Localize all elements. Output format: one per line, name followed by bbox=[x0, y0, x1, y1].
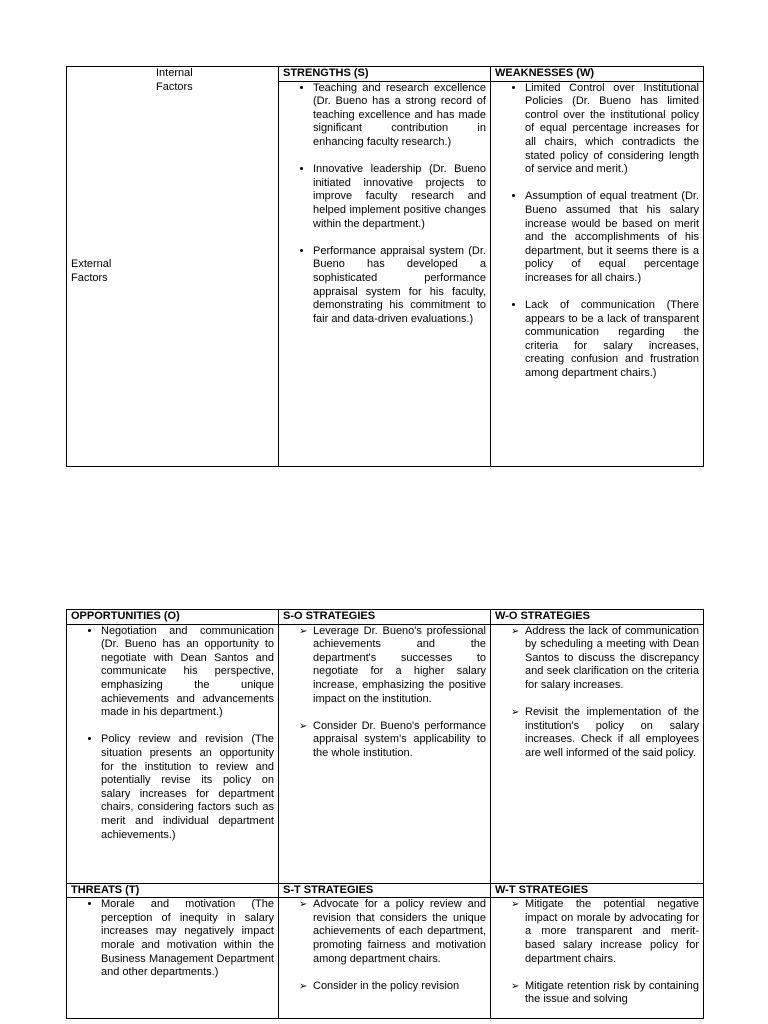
so-strategies-header: S-O STRATEGIES bbox=[279, 610, 491, 625]
threats-cell bbox=[67, 898, 279, 1019]
threats-header: THREATS (T) bbox=[67, 883, 279, 898]
so-strategies-cell bbox=[279, 624, 491, 883]
weaknesses-header: WEAKNESSES (W) bbox=[491, 67, 704, 82]
external-factors-label: External Factors bbox=[71, 258, 112, 284]
list-item: • Negotiation and communication (Dr. Bueno has an opportunity to negotiate with Dean Santos and communicate his perspective, emphasizing the unique achievements and advancements made in his department.) bbox=[101, 625, 274, 720]
weaknesses-list bbox=[495, 82, 699, 381]
list-item: • Assumption of equal treatment (Dr. Bueno assumed that his salary increase would be based on merit and the accomplishments of his department, but it seems there is a policy of equal percentage increases for all chairs.) bbox=[525, 190, 699, 285]
strengths-list bbox=[283, 82, 486, 327]
weaknesses-cell bbox=[491, 81, 704, 466]
strengths-header: STRENGTHS (S) bbox=[279, 67, 491, 82]
wo-strategies-list bbox=[495, 625, 699, 761]
opportunities-cell bbox=[67, 624, 279, 883]
threats-list bbox=[71, 898, 274, 980]
list-item: • Performance appraisal system (Dr. Bueno has developed a sophisticated performance appraisal system for his faculty, demonstrating his commitment to fair and data-driven evaluations.) bbox=[313, 245, 486, 327]
swot-internal-table bbox=[66, 66, 704, 467]
wt-strategies-cell bbox=[491, 898, 704, 1019]
wt-strategies-header: W-T STRATEGIES bbox=[491, 883, 704, 898]
list-item: • Morale and motivation (The perception of inequity in salary increases may negatively impact morale and motivation within the Business Management Department and other departments.) bbox=[101, 898, 274, 980]
list-item: ➢ Leverage Dr. Bueno's professional achievements and the department's successes to negotiate for a higher salary increase, emphasizing the positive impact on the institution. bbox=[313, 625, 486, 707]
wo-strategies-header: W-O STRATEGIES bbox=[491, 610, 704, 625]
st-strategies-list bbox=[283, 898, 486, 993]
wt-strategies-list bbox=[495, 898, 699, 1007]
list-item: ➢ Mitigate retention risk by containing the issue and solving bbox=[525, 980, 699, 1007]
list-item: ➢ Advocate for a policy review and revision that considers the unique achievements of each department, promoting fairness and motivation among department chairs. bbox=[313, 898, 486, 966]
list-item: • Limited Control over Institutional Policies (Dr. Bueno has limited control over the institutional policy of equal percentage increases for all chairs, which contradicts the stated policy of considering length of service and merit.) bbox=[525, 82, 699, 177]
list-item: • Innovative leadership (Dr. Bueno initiated innovative projects to improve faculty research and helped implement positive changes within the department.) bbox=[313, 163, 486, 231]
list-item: ➢ Consider in the policy revision bbox=[313, 980, 486, 994]
wo-strategies-cell bbox=[491, 624, 704, 883]
strengths-cell bbox=[279, 81, 491, 466]
list-item: • Lack of communication (There appears to be a lack of transparent communication regarding the criteria for salary increases, creating confusion and frustration among department chairs.) bbox=[525, 299, 699, 381]
so-strategies-list bbox=[283, 625, 486, 761]
opportunities-list bbox=[71, 625, 274, 843]
st-strategies-header: S-T STRATEGIES bbox=[279, 883, 491, 898]
list-item: ➢ Address the lack of communication by scheduling a meeting with Dean Santos to discuss the discrepancy and seek clarification on the criteria for salary increases. bbox=[525, 625, 699, 693]
st-strategies-cell bbox=[279, 898, 491, 1019]
list-item: ➢ Consider Dr. Bueno's performance appraisal system's applicability to the whole institution. bbox=[313, 720, 486, 761]
list-item: • Policy review and revision (The situation presents an opportunity for the institution to review and potentially revise its policy on salary increases for department chairs, considering factors such as merit and individual department achievements.) bbox=[101, 733, 274, 842]
list-item: • Teaching and research excellence (Dr. Bueno has a strong record of teaching excellence and has made significant contribution in enhancing faculty research.) bbox=[313, 82, 486, 150]
opportunities-header: OPPORTUNITIES (O) bbox=[67, 610, 279, 625]
internal-factors-label: Internal Factors bbox=[156, 67, 193, 93]
swot-strategies-table bbox=[66, 609, 704, 1019]
list-item: ➢ Mitigate the potential negative impact on morale by advocating for a more transparent and merit-based salary increase policy for department chairs. bbox=[525, 898, 699, 966]
factors-corner-cell bbox=[67, 67, 279, 467]
list-item: ➢ Revisit the implementation of the institution's policy on salary increases. Check if all employees are well informed of the said policy. bbox=[525, 706, 699, 760]
